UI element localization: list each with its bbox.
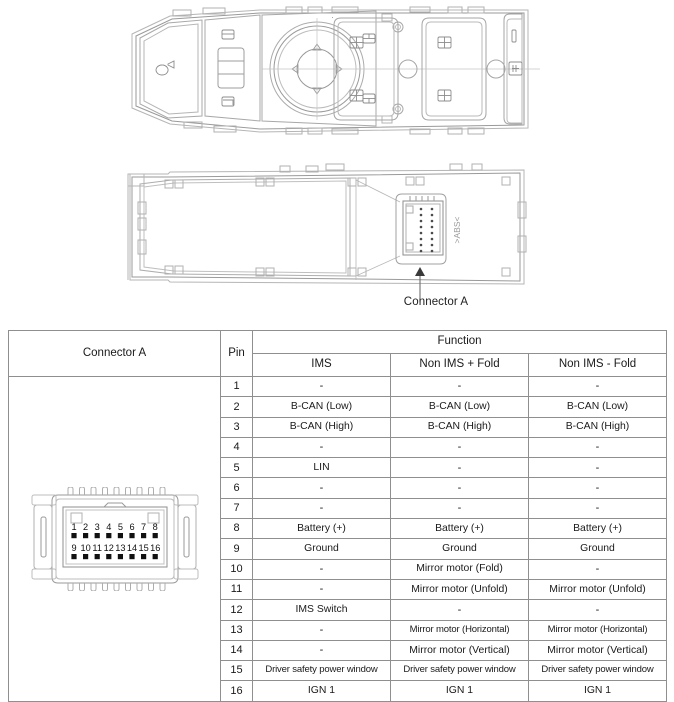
svg-text:5: 5	[117, 522, 122, 532]
function-non-ims-minus-fold-cell: B-CAN (Low)	[529, 397, 667, 417]
function-non-ims-minus-fold-cell: -	[529, 498, 667, 518]
function-ims-cell: -	[253, 437, 391, 457]
svg-text:2: 2	[83, 522, 88, 532]
svg-text:4: 4	[106, 522, 111, 532]
svg-text:3: 3	[94, 522, 99, 532]
pin-number-cell: 11	[221, 579, 253, 599]
function-non-ims-minus-fold-cell: -	[529, 458, 667, 478]
pin-number-cell: 2	[221, 397, 253, 417]
function-ims-cell: Ground	[253, 539, 391, 559]
function-non-ims-minus-fold-cell: Mirror motor (Horizontal)	[529, 620, 667, 640]
function-ims-cell: IMS Switch	[253, 600, 391, 620]
pin-number-cell: 5	[221, 458, 253, 478]
function-non-ims-minus-fold-cell: Ground	[529, 539, 667, 559]
header-pin: Pin	[221, 331, 253, 377]
pin-number-cell: 13	[221, 620, 253, 640]
function-non-ims-minus-fold-cell: -	[529, 377, 667, 397]
connector-a-face-illustration	[30, 487, 200, 591]
function-ims-cell: -	[253, 579, 391, 599]
pin-number-cell: 12	[221, 600, 253, 620]
function-ims-cell: B-CAN (High)	[253, 417, 391, 437]
function-non-ims-plus-fold-cell: -	[391, 437, 529, 457]
svg-text:15: 15	[138, 543, 148, 553]
pin-number-cell: 14	[221, 640, 253, 660]
function-non-ims-plus-fold-cell: -	[391, 498, 529, 518]
function-non-ims-plus-fold-cell: Battery (+)	[391, 519, 529, 539]
header-non-ims-minus-fold: Non IMS - Fold	[529, 354, 667, 377]
pin-number-cell: 7	[221, 498, 253, 518]
function-ims-cell: -	[253, 478, 391, 498]
function-non-ims-plus-fold-cell: Ground	[391, 539, 529, 559]
svg-text:8: 8	[152, 522, 157, 532]
figure-area	[0, 0, 674, 325]
pin-number-cell: 6	[221, 478, 253, 498]
connector-a-callout-label: Connector A	[316, 296, 556, 308]
function-non-ims-plus-fold-cell: -	[391, 478, 529, 498]
function-ims-cell: Battery (+)	[253, 519, 391, 539]
function-non-ims-plus-fold-cell: IGN 1	[391, 681, 529, 701]
function-ims-cell: -	[253, 640, 391, 660]
pin-number-cell: 16	[221, 681, 253, 701]
function-non-ims-plus-fold-cell: Mirror motor (Unfold)	[391, 579, 529, 599]
function-non-ims-plus-fold-cell: B-CAN (High)	[391, 417, 529, 437]
function-non-ims-minus-fold-cell: -	[529, 559, 667, 579]
function-ims-cell: -	[253, 498, 391, 518]
pin-number-cell: 4	[221, 437, 253, 457]
svg-text:10: 10	[80, 543, 90, 553]
pin-number-cell: 1	[221, 377, 253, 397]
svg-text:14: 14	[126, 543, 136, 553]
function-non-ims-plus-fold-cell: -	[391, 458, 529, 478]
function-non-ims-plus-fold-cell: Driver safety power window	[391, 661, 529, 681]
function-ims-cell: B-CAN (Low)	[253, 397, 391, 417]
function-ims-cell: LIN	[253, 458, 391, 478]
pin-number-cell: 8	[221, 519, 253, 539]
function-non-ims-minus-fold-cell: Mirror motor (Vertical)	[529, 640, 667, 660]
function-non-ims-minus-fold-cell: -	[529, 437, 667, 457]
table-header-row-1	[9, 331, 667, 354]
connector-a-pinout-table	[8, 330, 667, 702]
pin-number-cell: 10	[221, 559, 253, 579]
svg-text:12: 12	[103, 543, 113, 553]
pin-number-cell: 15	[221, 661, 253, 681]
function-non-ims-plus-fold-cell: B-CAN (Low)	[391, 397, 529, 417]
connector-a-illustration-cell	[9, 377, 221, 702]
svg-text:11: 11	[92, 543, 102, 553]
function-non-ims-plus-fold-cell: -	[391, 600, 529, 620]
function-non-ims-minus-fold-cell: IGN 1	[529, 681, 667, 701]
function-ims-cell: -	[253, 620, 391, 640]
function-non-ims-plus-fold-cell: -	[391, 377, 529, 397]
function-non-ims-minus-fold-cell: -	[529, 600, 667, 620]
function-non-ims-plus-fold-cell: Mirror motor (Horizontal)	[391, 620, 529, 640]
svg-text:1: 1	[71, 522, 76, 532]
pin-number-cell: 3	[221, 417, 253, 437]
svg-text:7: 7	[141, 522, 146, 532]
function-non-ims-minus-fold-cell: -	[529, 478, 667, 498]
table-header	[9, 331, 667, 377]
function-non-ims-plus-fold-cell: Mirror motor (Fold)	[391, 559, 529, 579]
table-row	[9, 377, 667, 397]
connector-art-wrapper	[9, 377, 220, 701]
header-ims: IMS	[253, 354, 391, 377]
svg-text:13: 13	[115, 543, 125, 553]
svg-text:9: 9	[71, 543, 76, 553]
function-ims-cell: IGN 1	[253, 681, 391, 701]
function-ims-cell: -	[253, 559, 391, 579]
pin-number-cell: 9	[221, 539, 253, 559]
function-ims-cell: Driver safety power window	[253, 661, 391, 681]
function-non-ims-minus-fold-cell: B-CAN (High)	[529, 417, 667, 437]
table-body	[9, 377, 667, 702]
function-non-ims-minus-fold-cell: Battery (+)	[529, 519, 667, 539]
material-marking-abs: >ABS<	[452, 216, 462, 243]
function-ims-cell: -	[253, 377, 391, 397]
function-non-ims-minus-fold-cell: Mirror motor (Unfold)	[529, 579, 667, 599]
function-non-ims-plus-fold-cell: Mirror motor (Vertical)	[391, 640, 529, 660]
svg-text:6: 6	[129, 522, 134, 532]
header-connector-a: Connector A	[9, 331, 221, 377]
svg-text:16: 16	[150, 543, 160, 553]
header-function: Function	[253, 331, 667, 354]
header-non-ims-plus-fold: Non IMS + Fold	[391, 354, 529, 377]
switch-assembly-top-view	[110, 4, 540, 139]
switch-assembly-bottom-view	[110, 152, 540, 302]
function-non-ims-minus-fold-cell: Driver safety power window	[529, 661, 667, 681]
